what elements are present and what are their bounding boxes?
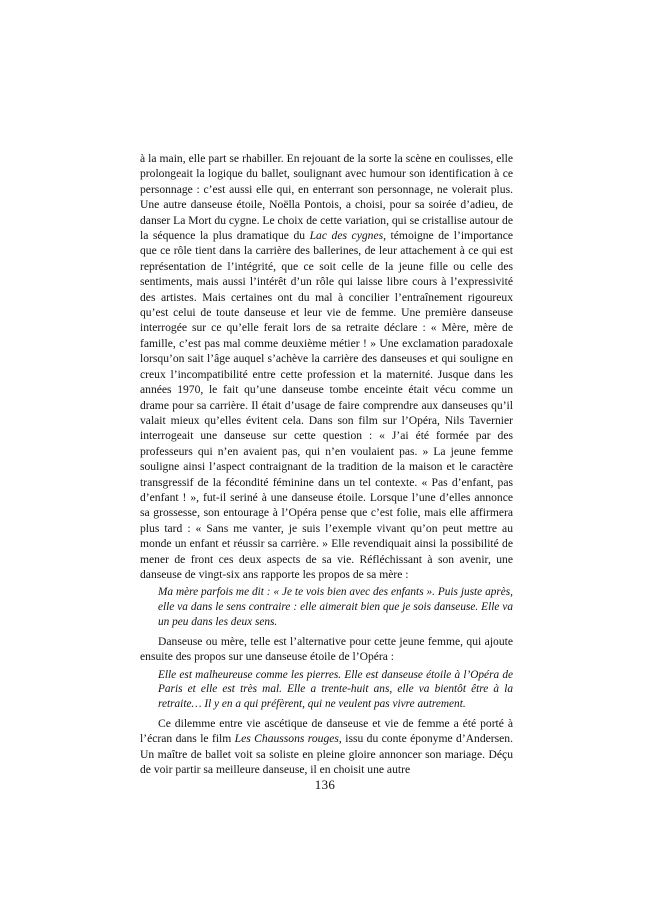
block-quote-2: Elle est malheureuse comme les pierres. Elle est danseuse étoile à l’Opéra de Paris et elle est très mal. Elle a trente-huit ans, elle va bientôt être à la retraite… Il y en a qui préfèrent, qui ne veulent pas vivre autrement.: [158, 668, 513, 711]
paragraph-3: [140, 716, 513, 778]
page-number: 136: [314, 777, 336, 792]
paragraph-1-text-b: , témoigne de l’importance que ce rôle tient dans la carrière des ballerines, de leur attachement à ce qui est représentation de l’intégrité, que ce soit celle de la jeune fille ou celle des sentiments, mais aussi l’intérêt d’un rôle qui laisse libre cours à l’expressivité des artistes. Mais certaines ont du mal à concilier l’entraînement rigoureux qu’est celui de toute danseuse et leur vie de femme. Une première danseuse interrogée sur ce qu’elle ferait lors de sa retraite déclare : « Mère, mère de famille, c’est pas mal comme deuxième métier ! » Une exclamation paradoxale lorsqu’on sait l’âge auquel s’achève la carrière des danseuses et qui souligne en creux l’incompatibilité entre cette profession et la maternité. Jusque dans les années 1970, le fait qu’une danseuse tombe enceinte était vécu comme un drame pour sa carrière. Il était d’usage de faire comprendre aux danseuses qu’il valait mieux qu’elles évitent cela. Dans son film sur l’Opéra, Nils Tavernier interrogeait une danseuse sur cette question : « J’ai été formée par des professeurs qui n’en avaient pas, qui n’en voulaient pas. » La jeune femme souligne ainsi l’aspect contraignant de la tradition de la maison et le caractère transgressif de la fécondité féminine dans un tel contexte. « Pas d’enfant, pas d’enfant ! », fut-il seriné à une danseuse étoile. Lorsque l’une d’elles annonce sa grossesse, son entourage à l’Opéra pense que c’est folie, mais elle affirmera plus tard : « Sans me vanter, je suis l’exemple vivant qu’on peut mettre au monde un enfant et réussir sa carrière. » Elle revendiquait ainsi la possibilité de mener de front ces deux aspects de sa vie. Réfléchissant à son avenir, une danseuse de vingt-six ans rapporte les propos de sa mère :: [140, 229, 513, 581]
paragraph-1-italic-title: Lac des cygnes: [309, 229, 384, 243]
paragraph-1-text-a: à la main, elle part se rhabiller. En rejouant de la sorte la scène en coulisses, elle prolongeait la logique du ballet, soulignant avec humour son identification à ce personnage : c’est aussi elle qui, en enterrant son personnage, ne volerait plus. Une autre danseuse étoile, Noëlla Pontois, a choisi, pour sa soirée d’adieu, de danser La Mort du cygne. Le choix de cette variation, qui se cristallise autour de la séquence la plus dramatique du: [140, 152, 513, 243]
block-quote-1: Ma mère parfois me dit : « Je te vois bien avec des enfants ». Puis juste après, elle va dans le sens contraire : elle aimerait bien que je sois danseuse. Elle va un peu dans les deux sens.: [158, 586, 513, 628]
paragraph-3-text-a: Ce dilemme entre vie ascétique de danseuse et vie de femme a été porté à l’écran dans le film: [140, 716, 513, 746]
paragraph-3-italic-title: Les Chaussons rouges,: [234, 732, 342, 746]
page-body: [140, 151, 513, 778]
paragraph-1: [140, 151, 513, 582]
paragraph-3-text-b: issu du conte éponyme d’Andersen. Un maître de ballet voit sa soliste en pleine gloire annoncer son mariage. Déçu de voir partir sa meilleure danseuse, il en choisit une autre: [140, 732, 514, 777]
paragraph-2: Danseuse ou mère, telle est l’alternative pour cette jeune femme, qui ajoute ensuite des propos sur une danseuse étoile de l’Opéra :: [140, 634, 513, 664]
